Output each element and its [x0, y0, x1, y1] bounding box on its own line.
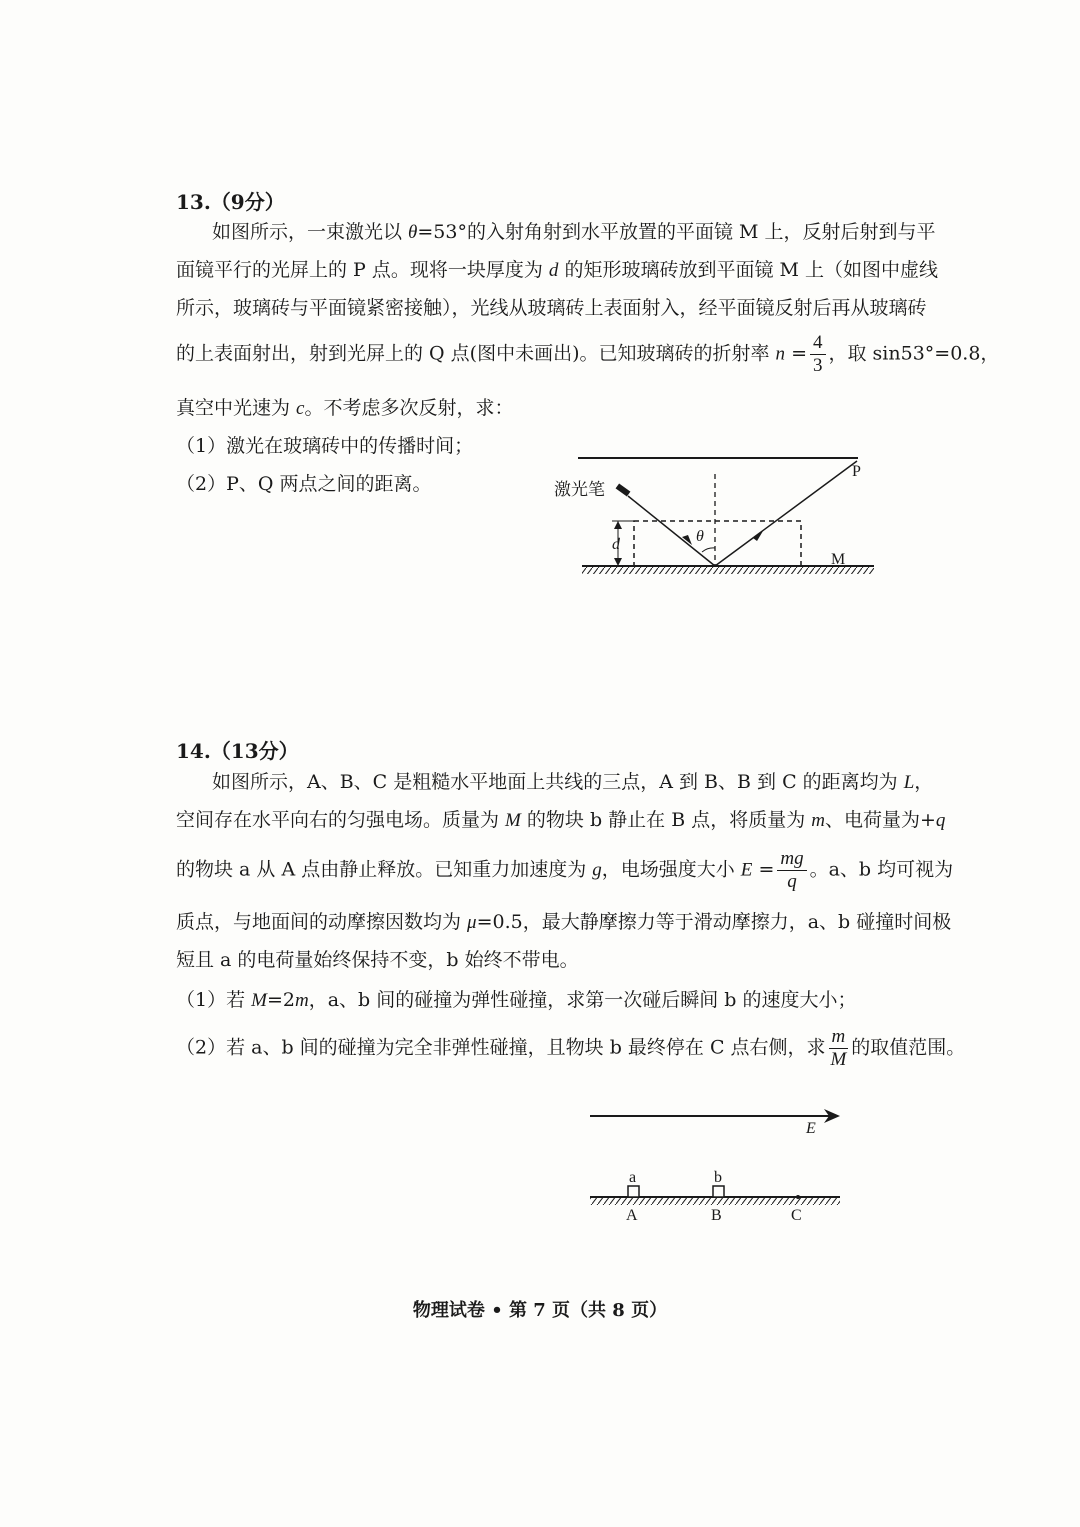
- q14-M: M: [505, 810, 521, 831]
- q13-line-3: [176, 294, 927, 322]
- b-label: b: [714, 1169, 722, 1186]
- q14-text: 质点，与地面间的动摩擦因数均为: [176, 911, 468, 933]
- m-label: M: [831, 551, 846, 568]
- q13-n: n: [775, 343, 786, 365]
- q14-e-den: q: [787, 871, 797, 892]
- p-label: P: [852, 463, 861, 480]
- q13-text: 。不考虑多次反射，求：: [304, 397, 514, 419]
- q13-n-fraction: [810, 332, 826, 377]
- q13-line-4: [176, 332, 999, 377]
- q14-text: =0.5，最大静摩擦力等于滑动摩擦力，a、b 碰撞时间极: [476, 911, 952, 933]
- block-a: [628, 1186, 639, 1197]
- q14-line-3: [176, 848, 953, 893]
- C-label: C: [791, 1207, 802, 1224]
- q14-M: M: [251, 990, 267, 1011]
- q14-mM-num: m: [829, 1026, 849, 1049]
- page-footer: 物理试卷 • 第 7 页（共 8 页）: [412, 1300, 668, 1321]
- q14-text: （1）若: [176, 989, 252, 1011]
- q13-text: 真空中光速为: [176, 397, 297, 419]
- q13-n-num: 4: [810, 332, 826, 355]
- q14-text: 的物块 a 从 A 点由静止释放。已知重力加速度为: [176, 858, 593, 881]
- q14-line-2: [176, 806, 945, 835]
- q14-text: ，: [914, 771, 934, 793]
- q14-text: 、电荷量为+: [824, 809, 936, 831]
- q14-title: 14.（13分）: [176, 739, 299, 763]
- q14-eq: =: [752, 858, 775, 881]
- block-b: [713, 1186, 724, 1197]
- q14-g: g: [592, 859, 602, 881]
- q14-E: E: [740, 859, 753, 881]
- d-label: d: [612, 536, 620, 553]
- q14-text: 的取值范围。: [851, 1036, 966, 1059]
- ground-hatching: [590, 1198, 840, 1205]
- q13-text: 的矩形玻璃砖放到平面镜 M 上（如图中虚线: [558, 259, 938, 281]
- q14-m: m: [811, 810, 825, 831]
- q14-mM-den: M: [830, 1049, 847, 1070]
- q14-text: =2: [266, 989, 295, 1011]
- q13-text: =53°的入射角射到水平放置的平面镜 M 上，反射后射到与平: [417, 221, 936, 243]
- q13-figure: [550, 440, 890, 590]
- q13-line-2: [176, 256, 938, 285]
- q13-text: ，取 sin53°=0.8，: [828, 342, 1000, 365]
- q14-text: 。a、b 均可视为: [809, 858, 954, 881]
- q13-eq: =: [785, 342, 807, 365]
- a-label: a: [629, 1169, 637, 1186]
- q13-theta: θ: [408, 222, 418, 243]
- q14-text: 如图所示，A、B、C 是粗糙水平地面上共线的三点，A 到 B、B 到 C 的距离均为: [212, 771, 904, 793]
- thickness-arrow-up-icon: [614, 521, 622, 529]
- B-label: B: [711, 1207, 722, 1224]
- theta-arc: [702, 548, 715, 552]
- thickness-arrow-down-icon: [614, 558, 622, 566]
- point-c-marker: [796, 1195, 800, 1199]
- e-label: E: [806, 1120, 816, 1137]
- q14-text: 短且 a 的电荷量始终保持不变，b 始终不带电。: [176, 949, 579, 971]
- q14-text: 空间存在水平向右的匀强电场。质量为: [176, 809, 506, 831]
- laser-pen-icon: [616, 483, 631, 496]
- laser-pen-label: 激光笔: [554, 480, 605, 499]
- q14-sub-1: [176, 986, 857, 1015]
- q13-text: 所示，玻璃砖与平面镜紧密接触），光线从玻璃砖上表面射入，经平面镜反射后再从玻璃砖: [176, 297, 927, 319]
- q13-c: c: [296, 398, 305, 419]
- q13-text: 如图所示，一束激光以: [212, 221, 409, 243]
- q13-line-1: [212, 218, 936, 247]
- q14-line-5: [176, 946, 579, 974]
- q13-title: 13.（9分）: [176, 190, 285, 214]
- q13-text: 面镜平行的光屏上的 P 点。现将一块厚度为: [176, 259, 549, 281]
- A-label: A: [626, 1207, 638, 1224]
- q14-e-num: mg: [777, 848, 806, 871]
- glass-brick: [634, 521, 801, 566]
- q14-line-1: [212, 768, 933, 797]
- q14-mu: μ: [467, 912, 477, 933]
- q14-e-fraction: [777, 848, 806, 893]
- q13-sub-1: （1）激光在玻璃砖中的传播时间；: [176, 435, 474, 457]
- q14-text: ，a、b 间的碰撞为弹性碰撞，求第一次碰后瞬间 b 的速度大小；: [308, 989, 857, 1011]
- q14-text: （2）若 a、b 间的碰撞为完全非弹性碰撞，且物块 b 最终停在 C 点右侧，求: [176, 1036, 826, 1059]
- q13-text: 的上表面射出，射到光屏上的 Q 点(图中未画出)。已知玻璃砖的折射率: [176, 342, 776, 365]
- q14-q: q: [935, 810, 946, 831]
- q14-m: m: [294, 990, 309, 1011]
- mirror-hatching: [582, 567, 874, 574]
- theta-label: θ: [696, 528, 704, 545]
- q13-line-5: [176, 394, 514, 423]
- q14-figure: [580, 1100, 860, 1230]
- q13-sub-2: （2）P、Q 两点之间的距离。: [176, 473, 432, 495]
- q14-text: 的物块 b 静止在 B 点，将质量为: [520, 809, 812, 831]
- q14-sub-2: [176, 1026, 965, 1071]
- q14-mM-fraction: [829, 1026, 849, 1071]
- q14-L: L: [903, 772, 915, 793]
- q13-n-den: 3: [813, 355, 823, 376]
- q14-line-4: [176, 908, 951, 937]
- q14-text: ，电场强度大小: [601, 858, 741, 881]
- q13-d: d: [548, 260, 559, 281]
